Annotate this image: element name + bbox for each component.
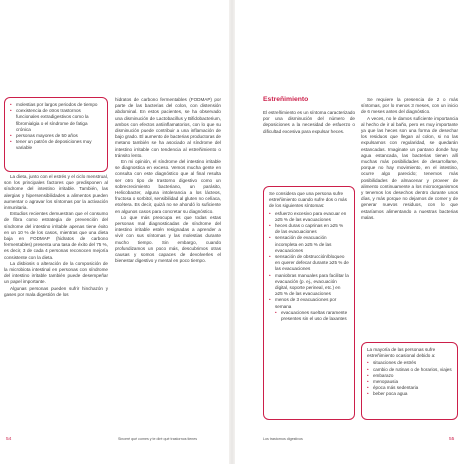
causes-list <box>367 360 452 397</box>
list-item: • maniobras manuales para facilitar la evacuación (p. ej., evacuación digital, soporte perineal, etc.) en ≥25 % de las evacuaciones <box>269 273 349 298</box>
paragraph: La dieta, junto con el estrés y el ciclo menstrual, son los principales factores que predisponen al síndrome del intestino irritable. También, las alergias y hipersensibilidades a alimentos pueden aumentar o agravar los síntomas por la activación inmunitaria. <box>4 174 108 211</box>
causes-intro: La mayoría de las personas sufre estreñimiento ocasional debido a: <box>367 347 436 359</box>
list-item: • menopausia <box>367 379 452 385</box>
list-item: • personas mayores de 50 años <box>10 133 102 139</box>
left-column-1 <box>4 174 108 298</box>
list-item: • época más sedentaria <box>367 385 452 391</box>
paragraph: Se requiere la presencia de 2 o más síntomas, por lo menos 3 meses, con un inicio de 6 meses antes del diagnóstico. <box>361 97 458 115</box>
paragraph: hidratos de carbono fermentables (FODMAP) por parte de las bacterias del colon, con distensión abdominal. En estos pacientes, se ha observado una disminución de Lactobacillus y Bifidobacterium, ambos con efectos antiinflamatorios, con lo que su disminución puede contribuir a una inflamación de bajo grado. El aumento de bacterias productoras de metano también se ha asociado al síndrome del intestino irritable con tendencia al estreñimiento o tránsito lento. <box>115 97 221 158</box>
page-number: 54 <box>6 437 12 442</box>
right-page <box>235 0 464 464</box>
page-number: 55 <box>449 437 455 442</box>
chapter-title: Estreñimiento <box>263 96 309 103</box>
paragraph: Algunas personas pueden sufrir hinchazón y gases por mala digestión de los <box>4 285 108 297</box>
list-item: • tener un patrón de deposiciones muy variable <box>10 139 102 151</box>
list-item: • heces duras o caprinas en ≥25 % de las evacuaciones <box>269 223 349 235</box>
list-item: • molestias por largos periodos de tiempo <box>10 102 102 108</box>
paragraph: En mi opinión, el síndrome del intestino irritable se diagnostica en exceso. Vemos mucha gente en consulta con este diagnóstico que al final resulta ser otro tipo de trastorno digestivo como un sobrecrecimiento bacteriano, un parásito, Helicobacter, alguna intolerancia a los lácteos, fructosa o sorbitol, sensibilidad al gluten no celíaca, etcétera. Es decir, quizá no se ahondó lo suficiente en algunos casos para concretar su diagnóstico. <box>115 159 221 214</box>
left-page <box>0 0 229 464</box>
paragraph: A veces, no le damos suficiente importancia al hecho de ir al baño, pero es muy importante ya que las heces son una forma de desechar los residuos que llegan al colon, si no las expulsamos con regularidad, se quedarán estancadas. Imaginate un pantano donde hay agua estancada, las bacterias tienen allí muchas más posibilidades de desarrollarse, porque no hay movimiento, en el intestino, ocurre algo parecido; tenemos más posibilidades de almacenar y proveer de alimento continuamente a los microorganismos y tenemos los desechos dentro durante unos días, y más porque no dejamos de comer y de generar nuevos residuos, con lo que estaríamos alimentando a nuestras bacterias malas. <box>361 115 458 220</box>
paragraph: Estudios recientes demuestran que el consumo de fibra como estrategia de prevención del síndrome del intestino irritable apenas tiene éxito en un 10 % de los casos, mientras que una dieta baja en FODMAP (hidratos de carbono fermentables) presenta una tasa de éxito del 75 %, es decir, 3 de cada 4 personas reconocen mejoría consistente con la dieta. <box>4 211 108 260</box>
running-head: Los trastornos digestivos <box>263 437 303 441</box>
paragraph: La disbiosis o alteración de la composición de la microbiota intestinal en personas con síndrome del intestino irritable también puede desempeñar un papel importante. <box>4 260 108 285</box>
criteria-list <box>269 211 349 323</box>
symptoms-list <box>10 102 102 152</box>
list-item: • beber poca agua <box>367 391 452 397</box>
causes-box <box>361 342 458 420</box>
running-head: Sinceré qué comes y te diré qué trastornos tienes <box>118 437 198 441</box>
right-column-1 <box>263 110 355 135</box>
list-item: • menos de 3 evacuaciones por semana <box>269 297 349 309</box>
right-column-2 <box>361 97 458 221</box>
symptoms-box <box>4 97 108 172</box>
list-item: • esfuerzo excesivo para evacuar en ≥25 % de las evacuaciones <box>269 211 349 223</box>
paragraph: Lo que más preocupa es que todas estas personas mal diagnosticadas de síndrome del intestino irritable estén resignadas a aprender a vivir con sus síntomas y las molestias durante mucho tiempo. Sin embargo, cuando profundizamos un poco más, descubrimos otras causas y somos capaces de devolverles el bienestar digestivo y mental en poco tiempo. <box>115 214 221 264</box>
criteria-box <box>263 186 355 420</box>
list-item: • situaciones de estrés <box>367 360 452 366</box>
left-column-2 <box>115 97 221 264</box>
paragraph: El estreñimiento es un síntoma caracterizado por una disminución del número de deposiciones a la necesidad de esfuerzo o dificultad excesiva para expulsar heces. <box>263 110 355 134</box>
list-item: • sensación de evacuación incompleta en ≥25 % de las evacuaciones <box>269 235 349 254</box>
list-item: • embarazo <box>367 373 452 379</box>
list-item: • coexistencia de otros trastornos funcionales extradigestivos como la fibromialgia o el síndrome de fatiga crónica <box>10 108 102 133</box>
list-item: • sensación de obstrucción/bloqueo en querer defecar durante ≥25 % de las evacuaciones <box>269 254 349 273</box>
list-item: • evacuaciones sueltas raramente presentes sin el uso de laxantes <box>269 310 349 322</box>
list-item: • cambio de rutinas o de horarios, viajes <box>367 367 452 373</box>
criteria-intro: Se considera que una persona sufre estreñimiento cuando sufre dos o más de los siguientes síntomas: <box>269 191 347 209</box>
